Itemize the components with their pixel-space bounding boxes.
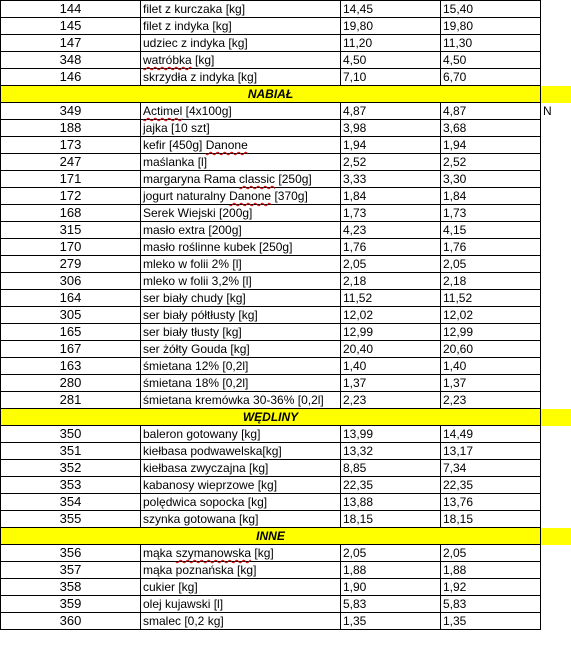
price-2-cell[interactable]: 1,94 bbox=[441, 137, 541, 154]
overflow-cell[interactable] bbox=[541, 528, 571, 545]
price-1-cell[interactable]: 2,05 bbox=[341, 256, 441, 273]
table-row bbox=[1, 290, 571, 307]
price-1-cell[interactable]: 2,18 bbox=[341, 273, 441, 290]
id-cell[interactable]: 247 bbox=[1, 154, 141, 171]
price-1-cell[interactable]: 1,94 bbox=[341, 137, 441, 154]
price-1-cell[interactable]: 13,99 bbox=[341, 426, 441, 443]
price-2-cell[interactable]: 7,34 bbox=[441, 460, 541, 477]
overflow-cell[interactable] bbox=[541, 545, 571, 562]
overflow-cell[interactable] bbox=[541, 205, 571, 222]
overflow-cell[interactable]: N bbox=[541, 103, 571, 120]
name-cell[interactable]: mąka poznańska [kg] bbox=[141, 562, 341, 579]
table-row bbox=[1, 460, 571, 477]
price-2-cell[interactable]: 1,84 bbox=[441, 188, 541, 205]
overflow-cell[interactable] bbox=[541, 477, 571, 494]
price-1-cell[interactable]: 1,73 bbox=[341, 205, 441, 222]
price-1-cell[interactable]: 1,37 bbox=[341, 375, 441, 392]
table-row bbox=[1, 52, 571, 69]
overflow-cell[interactable] bbox=[541, 35, 571, 52]
section-title[interactable]: NABIAŁ bbox=[1, 86, 541, 103]
price-2-cell[interactable]: 13,76 bbox=[441, 494, 541, 511]
name-cell[interactable]: polędwica sopocka [kg] bbox=[141, 494, 341, 511]
price-1-cell[interactable]: 12,02 bbox=[341, 307, 441, 324]
name-cell[interactable]: maślanka [l] bbox=[141, 154, 341, 171]
table-row bbox=[1, 137, 571, 154]
price-1-cell[interactable]: 5,83 bbox=[341, 596, 441, 613]
id-cell[interactable]: 358 bbox=[1, 579, 141, 596]
name-cell[interactable]: smalec [0,2 kg] bbox=[141, 613, 341, 630]
price-1-cell[interactable]: 3,98 bbox=[341, 120, 441, 137]
overflow-cell[interactable] bbox=[541, 86, 571, 103]
price-2-cell[interactable]: 11,52 bbox=[441, 290, 541, 307]
price-table-body bbox=[1, 1, 571, 630]
table-row bbox=[1, 154, 571, 171]
overflow-cell[interactable] bbox=[541, 341, 571, 358]
overflow-cell[interactable] bbox=[541, 409, 571, 426]
id-cell[interactable]: 172 bbox=[1, 188, 141, 205]
name-cell[interactable]: mleko w folii 3,2% [l] bbox=[141, 273, 341, 290]
price-2-cell[interactable]: 1,92 bbox=[441, 579, 541, 596]
overflow-cell[interactable] bbox=[541, 256, 571, 273]
id-cell[interactable]: 147 bbox=[1, 35, 141, 52]
overflow-cell[interactable] bbox=[541, 613, 571, 630]
price-2-cell[interactable]: 2,05 bbox=[441, 545, 541, 562]
name-cell[interactable]: mleko w folii 2% [l] bbox=[141, 256, 341, 273]
price-1-cell[interactable]: 1,88 bbox=[341, 562, 441, 579]
price-2-cell[interactable]: 2,23 bbox=[441, 392, 541, 409]
price-2-cell[interactable]: 1,76 bbox=[441, 239, 541, 256]
id-cell[interactable]: 281 bbox=[1, 392, 141, 409]
price-1-cell[interactable]: 2,23 bbox=[341, 392, 441, 409]
table-row bbox=[1, 358, 571, 375]
name-cell[interactable]: margaryna Rama classic [250g] bbox=[141, 171, 341, 188]
price-1-cell[interactable]: 13,88 bbox=[341, 494, 441, 511]
table-row bbox=[1, 205, 571, 222]
price-1-cell[interactable]: 18,15 bbox=[341, 511, 441, 528]
name-cell[interactable]: śmietana 18% [0,2l] bbox=[141, 375, 341, 392]
price-1-cell[interactable]: 2,05 bbox=[341, 545, 441, 562]
price-1-cell[interactable]: 1,90 bbox=[341, 579, 441, 596]
name-cell[interactable]: kiełbasa zwyczajna [kg] bbox=[141, 460, 341, 477]
id-cell[interactable]: 315 bbox=[1, 222, 141, 239]
overflow-cell[interactable] bbox=[541, 52, 571, 69]
overflow-cell[interactable] bbox=[541, 171, 571, 188]
id-cell[interactable]: 305 bbox=[1, 307, 141, 324]
overflow-cell[interactable] bbox=[541, 18, 571, 35]
table-row bbox=[1, 188, 571, 205]
price-2-cell[interactable]: 12,99 bbox=[441, 324, 541, 341]
id-cell[interactable]: 173 bbox=[1, 137, 141, 154]
name-cell[interactable]: filet z indyka [kg] bbox=[141, 18, 341, 35]
table-row bbox=[1, 103, 571, 120]
name-cell[interactable]: kiełbasa podwawelska[kg] bbox=[141, 443, 341, 460]
price-2-cell[interactable]: 2,18 bbox=[441, 273, 541, 290]
price-1-cell[interactable]: 1,84 bbox=[341, 188, 441, 205]
section-title[interactable]: WĘDLINY bbox=[1, 409, 541, 426]
name-cell[interactable]: śmietana kremówka 30-36% [0,2l] bbox=[141, 392, 341, 409]
id-cell[interactable]: 167 bbox=[1, 341, 141, 358]
name-cell[interactable]: Serek Wiejski [200g] bbox=[141, 205, 341, 222]
price-2-cell[interactable]: 22,35 bbox=[441, 477, 541, 494]
price-1-cell[interactable]: 4,23 bbox=[341, 222, 441, 239]
section-title[interactable]: INNE bbox=[1, 528, 541, 545]
overflow-cell[interactable] bbox=[541, 562, 571, 579]
price-1-cell[interactable]: 3,33 bbox=[341, 171, 441, 188]
table-row bbox=[1, 494, 571, 511]
price-2-cell[interactable]: 13,17 bbox=[441, 443, 541, 460]
overflow-cell[interactable] bbox=[541, 596, 571, 613]
price-1-cell[interactable]: 7,10 bbox=[341, 69, 441, 86]
price-2-cell[interactable]: 2,52 bbox=[441, 154, 541, 171]
overflow-cell[interactable] bbox=[541, 120, 571, 137]
table-row bbox=[1, 239, 571, 256]
price-2-cell[interactable]: 6,70 bbox=[441, 69, 541, 86]
price-2-cell[interactable]: 4,50 bbox=[441, 52, 541, 69]
overflow-cell[interactable] bbox=[541, 154, 571, 171]
id-cell[interactable]: 280 bbox=[1, 375, 141, 392]
name-cell[interactable]: skrzydła z indyka [kg] bbox=[141, 69, 341, 86]
name-cell[interactable]: Actimel [4x100g] bbox=[141, 103, 341, 120]
id-cell[interactable]: 306 bbox=[1, 273, 141, 290]
overflow-cell[interactable] bbox=[541, 69, 571, 86]
overflow-cell[interactable] bbox=[541, 443, 571, 460]
name-cell[interactable]: ser biały chudy [kg] bbox=[141, 290, 341, 307]
name-cell[interactable]: jogurt naturalny Danone [370g] bbox=[141, 188, 341, 205]
table-row bbox=[1, 120, 571, 137]
id-cell[interactable]: 163 bbox=[1, 358, 141, 375]
table-row bbox=[1, 579, 571, 596]
price-2-cell[interactable]: 12,02 bbox=[441, 307, 541, 324]
name-cell[interactable]: cukier [kg] bbox=[141, 579, 341, 596]
table-row bbox=[1, 392, 571, 409]
id-cell[interactable]: 356 bbox=[1, 545, 141, 562]
table-row bbox=[1, 341, 571, 358]
id-cell[interactable]: 353 bbox=[1, 477, 141, 494]
price-1-cell[interactable]: 19,80 bbox=[341, 18, 441, 35]
table-row bbox=[1, 18, 571, 35]
id-cell[interactable]: 352 bbox=[1, 460, 141, 477]
id-cell[interactable]: 350 bbox=[1, 426, 141, 443]
price-1-cell[interactable]: 1,76 bbox=[341, 239, 441, 256]
name-cell[interactable]: ser żółty Gouda [kg] bbox=[141, 341, 341, 358]
id-cell[interactable]: 170 bbox=[1, 239, 141, 256]
id-cell[interactable]: 348 bbox=[1, 52, 141, 69]
name-cell[interactable]: mąka szymanowska [kg] bbox=[141, 545, 341, 562]
id-cell[interactable]: 351 bbox=[1, 443, 141, 460]
table-row bbox=[1, 613, 571, 630]
name-cell[interactable]: udziec z indyka [kg] bbox=[141, 35, 341, 52]
section-header-row bbox=[1, 86, 571, 103]
id-cell[interactable]: 171 bbox=[1, 171, 141, 188]
table-row bbox=[1, 307, 571, 324]
id-cell[interactable]: 144 bbox=[1, 1, 141, 18]
name-cell[interactable]: masło roślinne kubek [250g] bbox=[141, 239, 341, 256]
overflow-cell[interactable] bbox=[541, 579, 571, 596]
overflow-cell[interactable] bbox=[541, 494, 571, 511]
price-2-cell[interactable]: 19,80 bbox=[441, 18, 541, 35]
overflow-cell[interactable] bbox=[541, 239, 571, 256]
name-cell[interactable]: filet z kurczaka [kg] bbox=[141, 1, 341, 18]
price-1-cell[interactable]: 1,35 bbox=[341, 613, 441, 630]
id-cell[interactable]: 145 bbox=[1, 18, 141, 35]
section-header-row bbox=[1, 409, 571, 426]
table-row bbox=[1, 1, 571, 18]
price-2-cell[interactable]: 4,15 bbox=[441, 222, 541, 239]
name-cell[interactable]: szynka gotowana [kg] bbox=[141, 511, 341, 528]
name-cell[interactable]: watróbka [kg] bbox=[141, 52, 341, 69]
name-cell[interactable]: ser biały półtłusty [kg] bbox=[141, 307, 341, 324]
overflow-cell[interactable] bbox=[541, 1, 571, 18]
table-row bbox=[1, 256, 571, 273]
name-cell[interactable]: masło extra [200g] bbox=[141, 222, 341, 239]
name-cell[interactable]: kefir [450g] Danone bbox=[141, 137, 341, 154]
overflow-cell[interactable] bbox=[541, 460, 571, 477]
table-row bbox=[1, 69, 571, 86]
name-cell[interactable]: olej kujawski [l] bbox=[141, 596, 341, 613]
name-cell[interactable]: jajka [10 szt] bbox=[141, 120, 341, 137]
price-2-cell[interactable]: 1,37 bbox=[441, 375, 541, 392]
id-cell[interactable]: 188 bbox=[1, 120, 141, 137]
price-1-cell[interactable]: 1,40 bbox=[341, 358, 441, 375]
overflow-cell[interactable] bbox=[541, 511, 571, 528]
price-1-cell[interactable]: 20,40 bbox=[341, 341, 441, 358]
overflow-cell[interactable] bbox=[541, 137, 571, 154]
overflow-cell[interactable] bbox=[541, 392, 571, 409]
price-1-cell[interactable]: 13,32 bbox=[341, 443, 441, 460]
price-2-cell[interactable]: 5,83 bbox=[441, 596, 541, 613]
table-row bbox=[1, 324, 571, 341]
price-1-cell[interactable]: 22,35 bbox=[341, 477, 441, 494]
overflow-cell[interactable] bbox=[541, 426, 571, 443]
price-2-cell[interactable]: 18,15 bbox=[441, 511, 541, 528]
price-1-cell[interactable]: 14,45 bbox=[341, 1, 441, 18]
overflow-cell[interactable] bbox=[541, 222, 571, 239]
id-cell[interactable]: 168 bbox=[1, 205, 141, 222]
overflow-cell[interactable] bbox=[541, 375, 571, 392]
price-1-cell[interactable]: 4,87 bbox=[341, 103, 441, 120]
id-cell[interactable]: 354 bbox=[1, 494, 141, 511]
table-row bbox=[1, 443, 571, 460]
price-2-cell[interactable]: 1,35 bbox=[441, 613, 541, 630]
table-row bbox=[1, 596, 571, 613]
id-cell[interactable]: 357 bbox=[1, 562, 141, 579]
table-row bbox=[1, 375, 571, 392]
id-cell[interactable]: 165 bbox=[1, 324, 141, 341]
name-cell[interactable]: ser biały tłusty [kg] bbox=[141, 324, 341, 341]
price-2-cell[interactable]: 1,88 bbox=[441, 562, 541, 579]
id-cell[interactable]: 360 bbox=[1, 613, 141, 630]
name-cell[interactable]: śmietana 12% [0,2l] bbox=[141, 358, 341, 375]
overflow-cell[interactable] bbox=[541, 188, 571, 205]
section-header-row bbox=[1, 528, 571, 545]
id-cell[interactable]: 164 bbox=[1, 290, 141, 307]
name-cell[interactable]: kabanosy wieprzowe [kg] bbox=[141, 477, 341, 494]
price-2-cell[interactable]: 15,40 bbox=[441, 1, 541, 18]
overflow-cell[interactable] bbox=[541, 290, 571, 307]
table-row bbox=[1, 477, 571, 494]
table-row bbox=[1, 171, 571, 188]
price-1-cell[interactable]: 8,85 bbox=[341, 460, 441, 477]
overflow-cell[interactable] bbox=[541, 273, 571, 290]
table-row bbox=[1, 273, 571, 290]
price-2-cell[interactable]: 14,49 bbox=[441, 426, 541, 443]
price-2-cell[interactable]: 4,87 bbox=[441, 103, 541, 120]
price-1-cell[interactable]: 11,52 bbox=[341, 290, 441, 307]
id-cell[interactable]: 279 bbox=[1, 256, 141, 273]
table-row bbox=[1, 426, 571, 443]
price-2-cell[interactable]: 11,30 bbox=[441, 35, 541, 52]
table-row bbox=[1, 35, 571, 52]
price-2-cell[interactable]: 3,30 bbox=[441, 171, 541, 188]
id-cell[interactable]: 359 bbox=[1, 596, 141, 613]
id-cell[interactable]: 349 bbox=[1, 103, 141, 120]
price-2-cell[interactable]: 3,68 bbox=[441, 120, 541, 137]
price-2-cell[interactable]: 20,60 bbox=[441, 341, 541, 358]
price-1-cell[interactable]: 11,20 bbox=[341, 35, 441, 52]
table-row bbox=[1, 222, 571, 239]
table-row bbox=[1, 511, 571, 528]
table-row bbox=[1, 545, 571, 562]
overflow-cell[interactable] bbox=[541, 307, 571, 324]
price-1-cell[interactable]: 2,52 bbox=[341, 154, 441, 171]
id-cell[interactable]: 146 bbox=[1, 69, 141, 86]
overflow-cell[interactable] bbox=[541, 358, 571, 375]
price-1-cell[interactable]: 12,99 bbox=[341, 324, 441, 341]
table-row bbox=[1, 562, 571, 579]
name-cell[interactable]: baleron gotowany [kg] bbox=[141, 426, 341, 443]
price-2-cell[interactable]: 2,05 bbox=[441, 256, 541, 273]
overflow-cell[interactable] bbox=[541, 324, 571, 341]
price-2-cell[interactable]: 1,73 bbox=[441, 205, 541, 222]
id-cell[interactable]: 355 bbox=[1, 511, 141, 528]
price-1-cell[interactable]: 4,50 bbox=[341, 52, 441, 69]
price-2-cell[interactable]: 1,40 bbox=[441, 358, 541, 375]
